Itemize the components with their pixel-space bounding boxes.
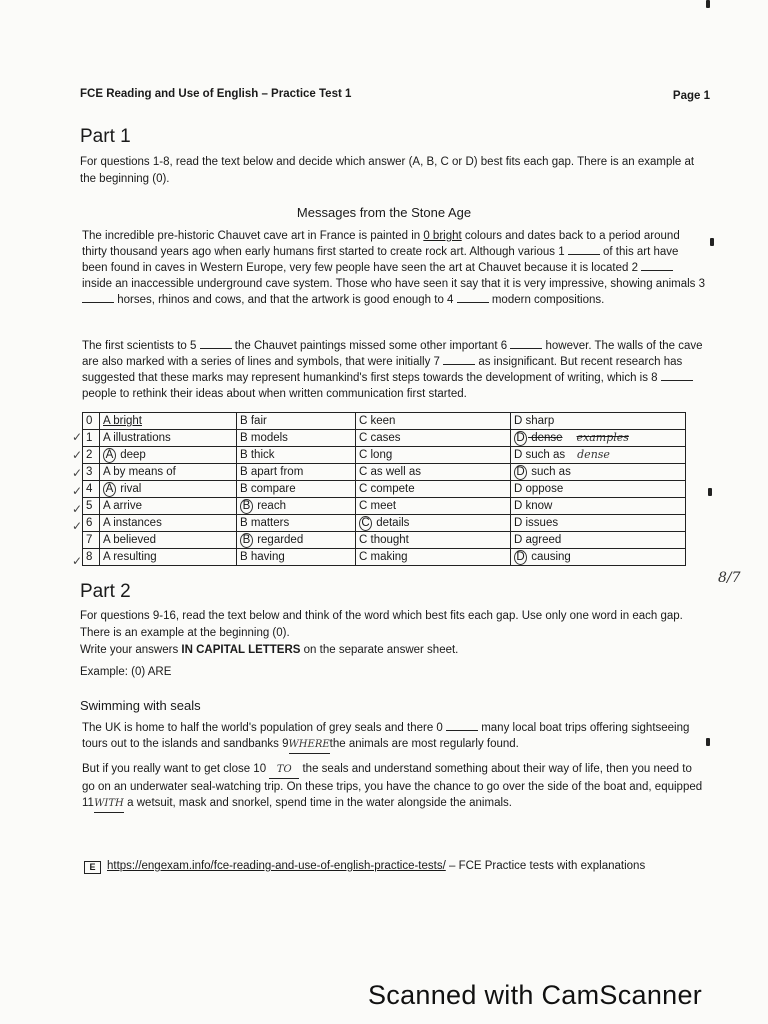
circled-letter: B [240,499,253,514]
question-number: 2 [83,447,100,464]
option-row [83,430,686,447]
option-b: B fair [237,413,356,430]
option-c: C thought [356,532,511,549]
option-b: B matters [237,515,356,532]
gap-2 [641,260,673,271]
option-d [511,549,686,566]
option-a: A believed [100,532,237,549]
circled-letter: A [103,448,116,463]
answer-options-table [82,412,686,566]
tick-mark: ✓ [72,466,83,480]
part2-example: Example: (0) ARE [80,666,172,678]
handwritten-note: dense [577,448,610,461]
question-number: 6 [83,515,100,532]
gap-0 [446,720,478,731]
option-d: D such as dense [511,447,686,464]
option-d: D oppose [511,481,686,498]
option-b [237,532,356,549]
option-d: D know [511,498,686,515]
part2-heading: Part 2 [80,581,131,602]
circled-letter: D [514,431,527,446]
option-b: B models [237,430,356,447]
scan-speck [708,488,712,496]
option-row [83,515,686,532]
question-number: 4 [83,481,100,498]
option-text: such as [528,466,571,478]
option-a: A arrive [100,498,237,515]
question-number: 8 [83,549,100,566]
option-row [83,413,686,430]
option-text: causing [528,551,571,563]
option-b: B apart from [237,464,356,481]
tick-mark: ✓ [72,519,83,533]
option-text: details [373,517,410,529]
option-a: A bright [100,413,237,430]
answer-11: WITH [94,796,124,813]
test-title: FCE Reading and Use of English – Practice Test 1 [80,88,352,100]
circled-letter: D [514,550,527,565]
gap-5 [200,338,232,349]
tick-mark: ✓ [72,554,83,568]
option-row [83,481,686,498]
option-c [356,515,511,532]
part1-paragraph-2: The first scientists to 5 the Chauvet paintings missed some other important 6 however. The walls of the cave are also marked with a series of lines and symbols, that were initially 7 as insignificant. But recent research has suggested that these marks may represent humankind's first steps towards the development of writing, which is 8 people to rethink their ideas about when written communication first started. [82,340,703,400]
tick-mark: ✓ [72,502,83,516]
scan-speck [706,738,710,746]
question-number: 7 [83,532,100,549]
gap-1 [568,244,600,255]
part2-paragraph-2: But if you really want to get close 10 TO the seals and understand something about their way of life, then you need to go on an underwater seal-watching trip. On these trips, you have the chance to go over the side of the boat and, equipped 11WITH a wetsuit, mask and snorkel, spend time in the water alongside the animals. [82,761,706,813]
gap-7 [443,354,475,365]
part1-text-title: Messages from the Stone Age [296,205,472,220]
circled-letter: C [359,516,372,531]
handwritten-note: examples [576,431,629,444]
part1-paragraph-1: The incredible pre-historic Chauvet cave art in France is painted in 0 bright colours and dates back to a period around thirty thousand years ago when early humans first started to create rock art. Although various 1 of this art have been found in caves in Western Europe, very few people have seen the art at Chauvet because it is located 2 inside an inaccessible underground cave system. Those who have seen it say that it is very impressive, showing animals 3 horses, rhinos and cows, and that the artwork is good enough to 4 modern compositions. [82,230,706,306]
option-c: C meet [356,498,511,515]
gap-3 [82,292,114,303]
scan-speck [706,0,710,8]
option-b: B thick [237,447,356,464]
part2-text-title: Swimming with seals [80,698,201,713]
option-b: B compare [237,481,356,498]
option-row [83,464,686,481]
option-d: D issues [511,515,686,532]
gap-6 [510,338,542,349]
circled-letter: D [514,465,527,480]
footer: E https://engexam.info/fce-reading-and-use-of-english-practice-tests/ – FCE Practice tests with explanations [84,860,645,874]
option-d [511,430,686,447]
answer-9: WHERE [289,737,330,754]
option-c: C making [356,549,511,566]
option-text: regarded [254,534,304,546]
circled-letter: A [103,482,116,497]
gap-4 [457,292,489,303]
question-number: 5 [83,498,100,515]
option-row [83,498,686,515]
option-row [83,549,686,566]
scan-speck [710,238,714,246]
part2-instructions: For questions 9-16, read the text below and think of the word which best fits each gap. Use only one word in each gap. There is an example at the beginning (0). Write your answers IN CAPITAL LETTERS on the separate answer sheet. [80,610,683,656]
camscanner-watermark: Scanned with CamScanner [368,980,703,1010]
option-a [100,481,237,498]
option-c: C long [356,447,511,464]
question-number: 3 [83,464,100,481]
option-a: A by means of [100,464,237,481]
part1-heading: Part 1 [80,126,131,147]
option-b [237,498,356,515]
answer-10: TO [269,762,299,779]
option-c: C keen [356,413,511,430]
option-row [83,447,686,464]
option-d [511,464,686,481]
circled-letter: B [240,533,253,548]
option-text: reach [254,500,286,512]
option-row [83,532,686,549]
tick-mark: ✓ [72,484,83,498]
option-a: A illustrations [100,430,237,447]
gap-8 [661,370,693,381]
option-b: B having [237,549,356,566]
part2-paragraph-1: The UK is home to half the world's population of grey seals and there 0 many local boat trips offering sightseeing tours out to the islands and sandbanks 9WHEREthe animals are most regularly found. [82,720,706,754]
option-d: D sharp [511,413,686,430]
option-text: dense [528,432,563,444]
question-number: 1 [83,430,100,447]
tick-mark: ✓ [72,448,83,462]
question-number: 0 [83,413,100,430]
page-header [80,88,710,100]
option-c: C as well as [356,464,511,481]
tick-mark: ✓ [72,430,83,444]
option-d: D agreed [511,532,686,549]
option-c: C compete [356,481,511,498]
page-number: Page 1 [672,90,710,102]
source-link[interactable]: https://engexam.info/fce-reading-and-use-of-english-practice-tests/ [107,860,446,872]
option-text: deep [117,449,146,461]
handwritten-score: 8/7 [718,570,741,586]
engexam-logo-icon: E [84,861,101,874]
option-a: A resulting [100,549,237,566]
option-c: C cases [356,430,511,447]
part1-instructions: For questions 1-8, read the text below and decide which answer (A, B, C or D) best fits each gap. There is an example at the beginning (0). [80,156,695,185]
option-a [100,447,237,464]
option-text: rival [117,483,142,495]
option-a: A instances [100,515,237,532]
example-answer: 0 bright [423,230,462,242]
